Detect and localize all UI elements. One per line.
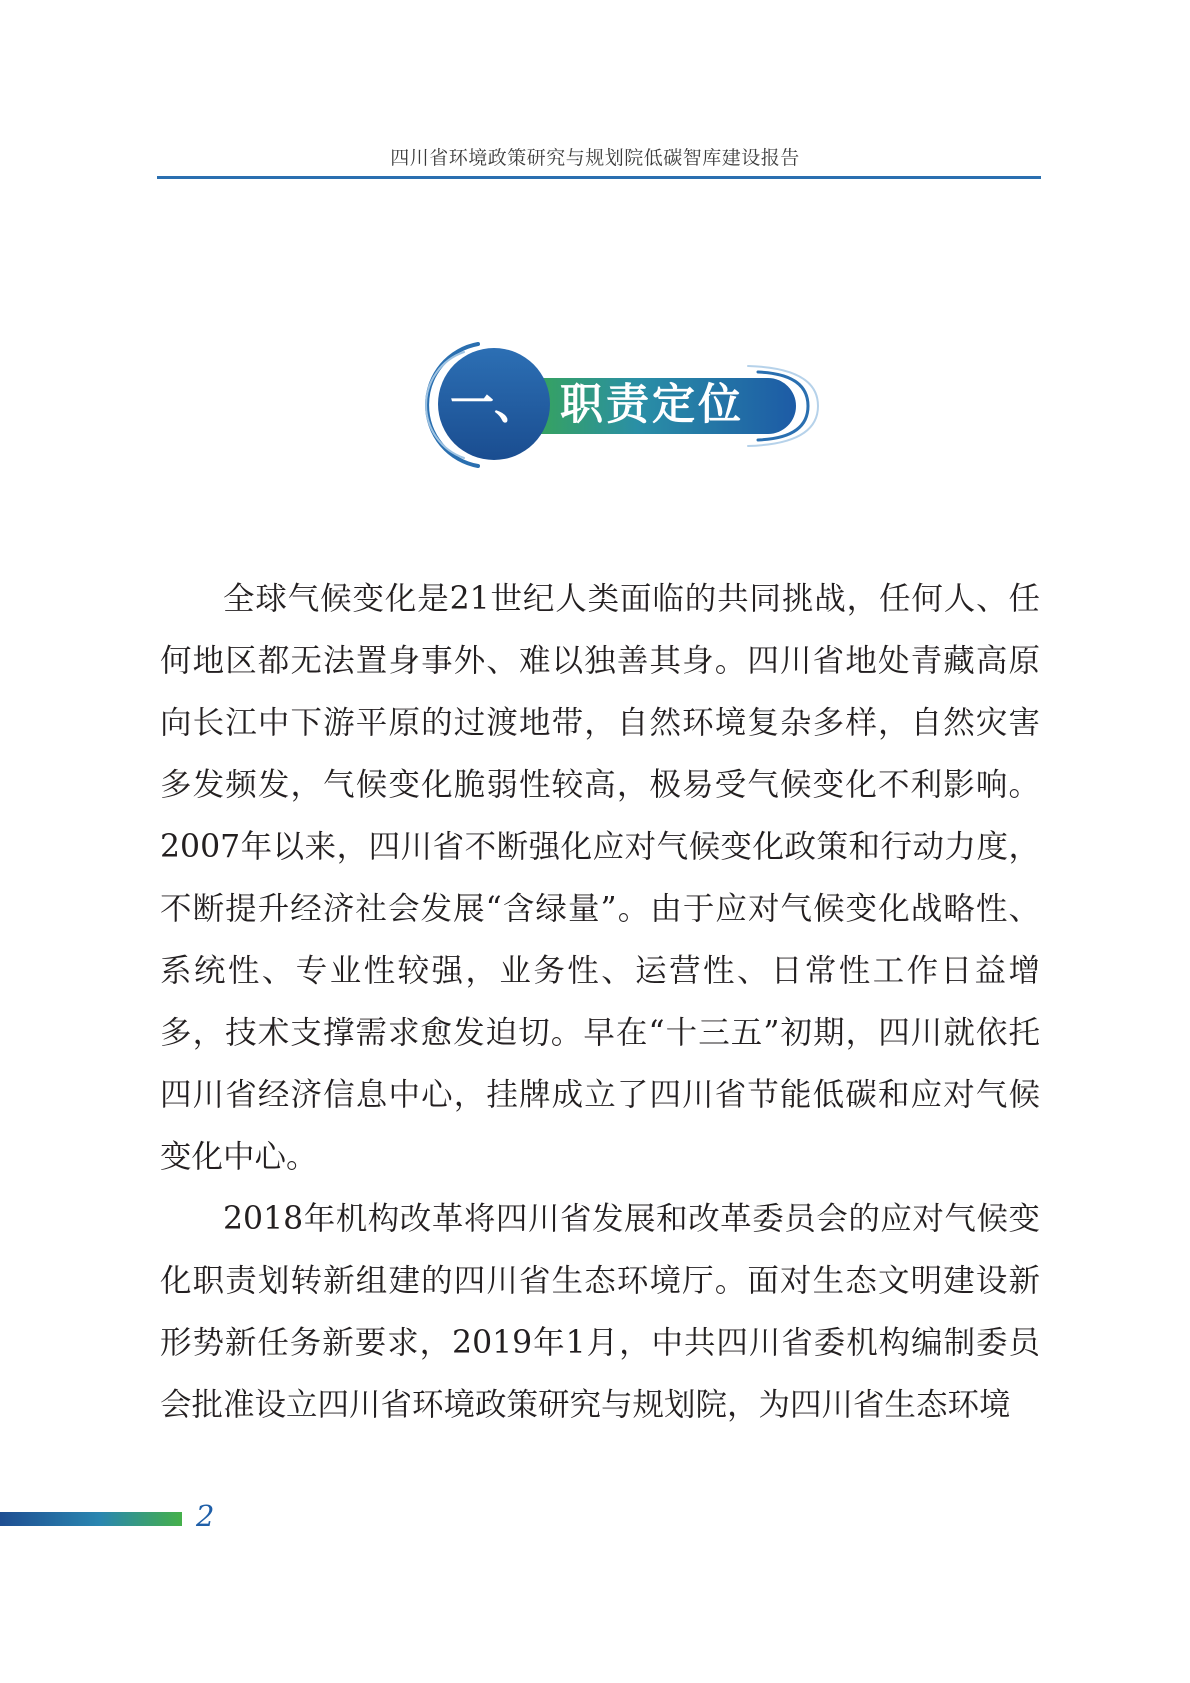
- running-header: 四川省环境政策研究与规划院低碳智库建设报告: [390, 147, 800, 169]
- footer-gradient-bar: [0, 1512, 182, 1526]
- body-text: [160, 568, 1040, 1436]
- paragraph-1: 全球气候变化是21世纪人类面临的共同挑战，任何人、任何地区都无法置身事外、难以独善其身。四川省地处青藏高原向长江中下游平原的过渡地带，自然环境复杂多样，自然灾害多发频发，气候变化脆弱性较高，极易受气候变化不利影响。2007年以来，四川省不断强化应对气候变化政策和行动力度，不断提升经济社会发展“含绿量”。由于应对气候变化战略性、系统性、专业性较强，业务性、运营性、日常性工作日益增多，技术支撑需求愈发迫切。早在“十三五”初期，四川就依托四川省经济信息中心，挂牌成立了四川省节能低碳和应对气候变化中心。: [160, 581, 1040, 1175]
- header-rule: [157, 176, 1041, 179]
- section-heading-badge: [408, 330, 828, 480]
- section-number: 一、: [450, 378, 538, 429]
- paragraph-2: 2018年机构改革将四川省发展和改革委员会的应对气候变化职责划转新组建的四川省生态环境厅。面对生态文明建设新形势新任务新要求，2019年1月，中共四川省委机构编制委员会批准设立四川省环境政策研究与规划院，为四川省生态环境: [160, 1201, 1040, 1423]
- section-title: 职责定位: [560, 380, 744, 430]
- page-number: 2: [196, 1499, 215, 1533]
